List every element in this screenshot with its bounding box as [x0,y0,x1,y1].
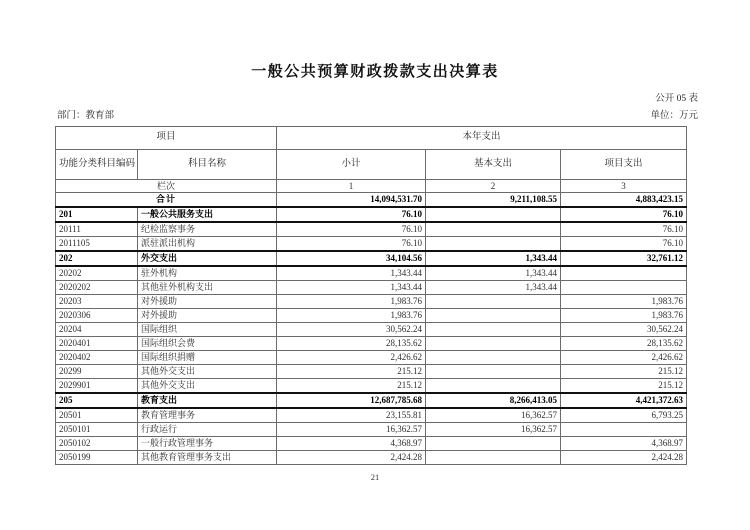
row-subtotal: 1,983.76 [277,309,426,323]
row-code: 20202 [56,266,138,281]
unit-label: 单位：万元 [650,111,698,121]
row-name: 派驻派出机构 [138,237,277,252]
table-row [56,337,687,351]
row-subtotal: 34,104.56 [277,251,426,266]
row-code: 2020402 [56,351,138,365]
row-name: 对外援助 [138,309,277,323]
row-subtotal: 1,343.44 [277,266,426,281]
row-subtotal: 215.12 [277,365,426,379]
row-basic: 1,343.44 [426,251,561,266]
row-code: 20111 [56,222,138,237]
table-row [56,237,687,252]
row-code: 2050101 [56,423,138,437]
row-code: 201 [56,207,138,222]
table-row [56,351,687,365]
header-col-name: 科目名称 [138,150,277,180]
total-label: 合计 [56,193,277,208]
row-subtotal: 215.12 [277,379,426,394]
table-row [56,266,687,281]
row-project: 215.12 [561,365,687,379]
row-name: 国际组织捐赠 [138,351,277,365]
row-project: 1,983.76 [561,295,687,309]
row-basic [426,351,561,365]
row-name: 教育支出 [138,393,277,408]
index-col-3: 3 [561,180,687,193]
row-basic [426,295,561,309]
row-code: 205 [56,393,138,408]
table-row [56,379,687,394]
table-row [56,251,687,266]
row-name: 国际组织会费 [138,337,277,351]
row-project: 30,562.24 [561,323,687,337]
row-project: 1,983.76 [561,309,687,323]
table-tag: 公开 05 表 [655,94,698,104]
row-subtotal: 16,362.57 [277,423,426,437]
table-row [56,295,687,309]
budget-table [55,126,687,465]
row-project: 215.12 [561,379,687,394]
table-header-groups [56,127,687,150]
row-code: 2020401 [56,337,138,351]
table-row [56,323,687,337]
row-basic [426,222,561,237]
total-subtotal: 14,094,531.70 [277,193,426,208]
row-name: 一般公共服务支出 [138,207,277,222]
row-project: 4,421,372.63 [561,393,687,408]
row-basic [426,323,561,337]
row-name: 教育管理事务 [138,408,277,423]
row-name: 其他外交支出 [138,379,277,394]
table-row [56,207,687,222]
row-basic [426,337,561,351]
row-subtotal: 76.10 [277,237,426,252]
table-row [56,408,687,423]
row-subtotal: 1,983.76 [277,295,426,309]
row-project: 4,368.97 [561,437,687,451]
table-row [56,365,687,379]
index-label: 栏次 [56,180,277,193]
row-basic: 1,343.44 [426,281,561,295]
meta-line [57,107,698,121]
row-basic [426,451,561,465]
header-col-basic: 基本支出 [426,150,561,180]
total-row [56,193,687,208]
row-project: 32,761.12 [561,251,687,266]
department-label: 部门：教育部 [57,111,115,121]
row-subtotal: 12,687,785.68 [277,393,426,408]
row-subtotal: 2,424.28 [277,451,426,465]
header-col-project: 项目支出 [561,150,687,180]
row-basic: 1,343.44 [426,266,561,281]
total-basic: 9,211,108.55 [426,193,561,208]
row-code: 20501 [56,408,138,423]
table-row [56,222,687,237]
row-basic: 8,266,413.05 [426,393,561,408]
table-index-row [56,180,687,193]
row-basic: 16,362.57 [426,408,561,423]
row-project: 2,426.62 [561,351,687,365]
row-project: 76.10 [561,207,687,222]
row-subtotal: 1,343.44 [277,281,426,295]
budget-table-body [56,207,687,465]
row-subtotal: 30,562.24 [277,323,426,337]
header-col-code: 功能分类科目编码 [56,150,138,180]
row-subtotal: 28,135.62 [277,337,426,351]
row-name: 驻外机构 [138,266,277,281]
row-basic [426,309,561,323]
row-project: 28,135.62 [561,337,687,351]
row-code: 20203 [56,295,138,309]
row-project: 76.10 [561,222,687,237]
table-row [56,393,687,408]
table-row [56,423,687,437]
row-name: 一般行政管理事务 [138,437,277,451]
header-col-subtotal: 小计 [277,150,426,180]
row-basic [426,237,561,252]
row-basic [426,437,561,451]
row-name: 纪检监察事务 [138,222,277,237]
row-name: 外交支出 [138,251,277,266]
header-project-group: 项目 [56,127,277,150]
row-project: 76.10 [561,237,687,252]
table-row [56,451,687,465]
row-subtotal: 76.10 [277,207,426,222]
total-project: 4,883,423.15 [561,193,687,208]
table-row [56,281,687,295]
row-project: 6,793.25 [561,408,687,423]
row-code: 2050102 [56,437,138,451]
table-header-columns [56,150,687,180]
row-code: 202 [56,251,138,266]
row-subtotal: 23,155.81 [277,408,426,423]
row-code: 2020202 [56,281,138,295]
index-col-2: 2 [426,180,561,193]
row-subtotal: 4,368.97 [277,437,426,451]
header-current-year-group: 本年支出 [277,127,687,150]
row-project [561,423,687,437]
row-project: 2,424.28 [561,451,687,465]
row-code: 2020306 [56,309,138,323]
row-basic [426,207,561,222]
page-title: 一般公共预算财政拨款支出决算表 [251,64,499,80]
index-col-1: 1 [277,180,426,193]
row-basic [426,379,561,394]
table-row [56,437,687,451]
row-project [561,281,687,295]
page-number: 21 [370,472,380,482]
row-subtotal: 2,426.62 [277,351,426,365]
row-basic: 16,362.57 [426,423,561,437]
row-name: 国际组织 [138,323,277,337]
row-code: 2011105 [56,237,138,252]
row-name: 对外援助 [138,295,277,309]
row-basic [426,365,561,379]
row-name: 其他教育管理事务支出 [138,451,277,465]
row-code: 20204 [56,323,138,337]
row-name: 其他外交支出 [138,365,277,379]
table-row [56,309,687,323]
row-project [561,266,687,281]
row-name: 行政运行 [138,423,277,437]
row-code: 2029901 [56,379,138,394]
row-code: 2050199 [56,451,138,465]
row-subtotal: 76.10 [277,222,426,237]
row-name: 其他驻外机构支出 [138,281,277,295]
row-code: 20299 [56,365,138,379]
